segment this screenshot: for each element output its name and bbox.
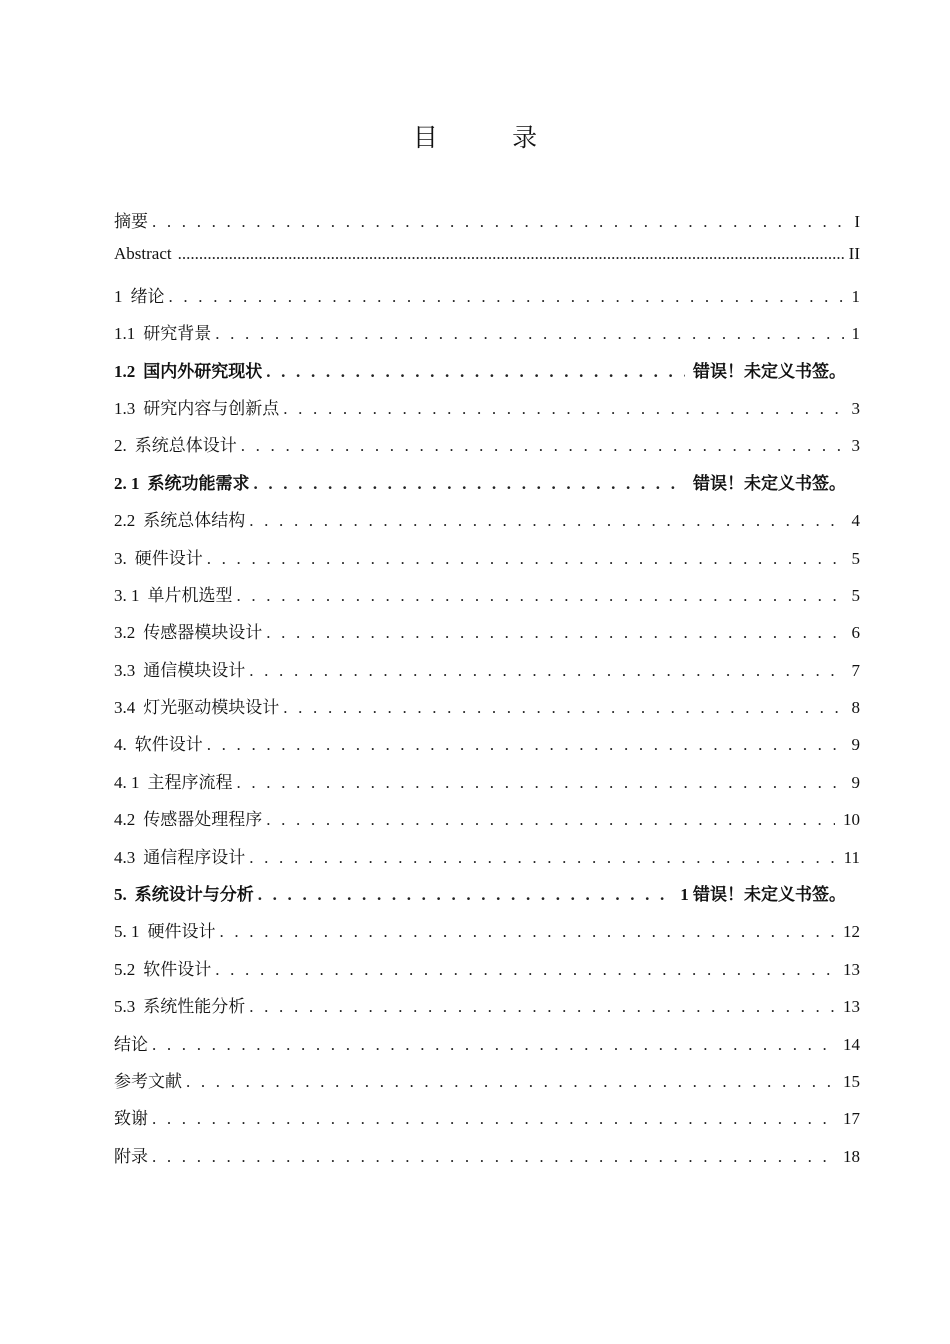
toc-entry-page: 8: [851, 698, 860, 718]
toc-entry-label: 1.3 研究内容与创新点: [114, 398, 280, 418]
toc-entry-label: 2.2 系统总体结构: [114, 511, 246, 531]
toc-entry[interactable]: [114, 319, 860, 356]
toc-entry-page: 13: [843, 959, 860, 979]
toc-entry-page: 14: [843, 1034, 860, 1054]
toc-leader-dots: [237, 586, 844, 606]
toc-entry[interactable]: [114, 880, 860, 917]
toc-entry[interactable]: [114, 282, 860, 319]
toc-leader-dots: [241, 436, 844, 456]
toc-leader-dots: [152, 212, 846, 232]
toc-entry-page: 6: [851, 623, 860, 643]
toc-entry[interactable]: [114, 207, 860, 244]
toc-entry-label: 致谢: [114, 1109, 148, 1129]
toc-entry-number: 4.2: [114, 810, 136, 830]
toc-entry[interactable]: [114, 693, 860, 730]
toc-entry-number: 3.2: [114, 623, 136, 643]
toc-entry[interactable]: [114, 955, 860, 992]
toc-entry-label: 附录: [114, 1146, 148, 1166]
toc-entry-page: 错误！未定义书签。: [693, 473, 846, 493]
toc-entry-page: 1: [851, 324, 860, 344]
toc-entry-label: 1.2 国内外研究现状: [114, 361, 263, 381]
toc-leader-dots: [283, 399, 843, 419]
toc-entry[interactable]: [114, 618, 860, 655]
toc-entry-number: 4.: [114, 735, 127, 755]
toc-entry-page: 15: [843, 1071, 860, 1091]
toc-entry[interactable]: [114, 1104, 860, 1141]
toc-entry[interactable]: [114, 992, 860, 1029]
toc-entry-page: 13: [843, 997, 860, 1017]
toc-entry[interactable]: [114, 544, 860, 581]
toc-entry[interactable]: [114, 843, 860, 880]
table-of-contents: [114, 207, 860, 1179]
toc-entry-label: 3.2 传感器模块设计: [114, 623, 263, 643]
toc-entry-page: 3: [851, 398, 860, 418]
toc-entry-label: 4. 1 主程序流程: [114, 772, 233, 792]
toc-entry[interactable]: [114, 656, 860, 693]
toc-leader-dots: [237, 773, 844, 793]
toc-entry[interactable]: [114, 357, 860, 394]
toc-entry-page: I: [854, 212, 860, 231]
toc-entry-label: 5.2 软件设计: [114, 959, 212, 979]
toc-leader-dots: [215, 324, 843, 344]
toc-entry-number: 3.4: [114, 698, 136, 718]
toc-entry-label: 2. 1 系统功能需求: [114, 473, 250, 493]
toc-leader-dots: [152, 1035, 835, 1055]
toc-entry[interactable]: [114, 1067, 860, 1104]
toc-entry-number: 5.3: [114, 997, 136, 1017]
toc-entry-number: 1: [114, 286, 123, 306]
toc-leader-dots: [258, 885, 673, 905]
toc-entry[interactable]: [114, 1030, 860, 1067]
toc-leader-dots: [178, 244, 845, 264]
toc-entry-label: 摘要: [114, 212, 148, 231]
toc-entry-label: 结论: [114, 1034, 148, 1054]
toc-leader-dots: [266, 810, 835, 830]
toc-entry-page: 10: [843, 810, 860, 830]
toc-entry[interactable]: [114, 1142, 860, 1179]
toc-leader-dots: [207, 735, 844, 755]
toc-entry[interactable]: [114, 469, 860, 506]
toc-leader-dots: [266, 362, 685, 382]
toc-entry-page: II: [848, 244, 860, 264]
toc-entry-label: 3. 硬件设计: [114, 548, 203, 568]
toc-entry-page: 1 错误！未定义书签。: [680, 885, 846, 905]
toc-leader-dots: [186, 1072, 835, 1092]
toc-leader-dots: [152, 1147, 835, 1167]
toc-entry[interactable]: [114, 506, 860, 543]
toc-leader-dots: [220, 922, 836, 942]
toc-entry-label: 5.3 系统性能分析: [114, 997, 246, 1017]
toc-entry-number: 4.3: [114, 847, 136, 867]
toc-leader-dots: [249, 848, 835, 868]
toc-entry[interactable]: [114, 244, 860, 281]
toc-entry-page: 错误！未定义书签。: [693, 361, 846, 381]
toc-entry-label: 4.3 通信程序设计: [114, 847, 246, 867]
toc-entry-label: 1.1 研究背景: [114, 324, 212, 344]
toc-entry-number: 1.1: [114, 324, 136, 344]
toc-leader-dots: [254, 474, 686, 494]
toc-entry-page: 5: [851, 548, 860, 568]
toc-entry[interactable]: [114, 581, 860, 618]
toc-entry-page: 3: [851, 436, 860, 456]
toc-entry-number: 5. 1: [114, 922, 140, 942]
toc-entry-page: 9: [851, 772, 860, 792]
toc-leader-dots: [249, 661, 843, 681]
toc-entry[interactable]: [114, 730, 860, 767]
toc-leader-dots: [169, 287, 844, 307]
toc-entry[interactable]: [114, 917, 860, 954]
toc-entry-label: Abstract: [114, 244, 172, 264]
toc-leader-dots: [266, 623, 843, 643]
toc-entry-page: 11: [843, 847, 860, 867]
toc-entry-page: 4: [851, 511, 860, 531]
toc-entry-label: 3. 1 单片机选型: [114, 585, 233, 605]
toc-entry-number: 2.: [114, 436, 127, 456]
toc-entry-label: 参考文献: [114, 1071, 182, 1091]
toc-entry-number: 1.2: [114, 361, 136, 381]
toc-entry-label: 1 绪论: [114, 286, 165, 306]
toc-leader-dots: [215, 960, 835, 980]
toc-entry-number: 2. 1: [114, 473, 140, 493]
toc-entry-page: 12: [843, 922, 860, 942]
toc-entry-number: 3.3: [114, 660, 136, 680]
toc-entry[interactable]: [114, 768, 860, 805]
toc-leader-dots: [249, 997, 835, 1017]
toc-entry[interactable]: [114, 805, 860, 842]
toc-leader-dots: [283, 698, 843, 718]
toc-entry-page: 9: [851, 735, 860, 755]
toc-entry-label: 3.4 灯光驱动模块设计: [114, 698, 280, 718]
toc-entry-page: 17: [843, 1109, 860, 1129]
toc-entry-label: 5. 1 硬件设计: [114, 922, 216, 942]
toc-leader-dots: [249, 511, 843, 531]
toc-entry-number: 2.2: [114, 511, 136, 531]
toc-leader-dots: [152, 1109, 835, 1129]
toc-entry-number: 1.3: [114, 398, 136, 418]
toc-title: 目 录: [412, 125, 572, 152]
toc-entry[interactable]: [114, 431, 860, 468]
toc-entry-label: 3.3 通信模块设计: [114, 660, 246, 680]
toc-entry[interactable]: [114, 394, 860, 431]
toc-entry-label: 4. 软件设计: [114, 735, 203, 755]
toc-entry-page: 7: [851, 660, 860, 680]
toc-entry-number: 5.: [114, 885, 127, 905]
toc-entry-number: 3.: [114, 548, 127, 568]
toc-entry-number: 5.2: [114, 959, 136, 979]
toc-entry-label: 5. 系统设计与分析: [114, 885, 254, 905]
toc-entry-page: 5: [851, 585, 860, 605]
toc-entry-page: 1: [851, 286, 860, 306]
toc-entry-label: 4.2 传感器处理程序: [114, 810, 263, 830]
toc-entry-label: 2. 系统总体设计: [114, 436, 237, 456]
toc-entry-number: 3. 1: [114, 585, 140, 605]
toc-leader-dots: [207, 549, 844, 569]
toc-entry-number: 4. 1: [114, 772, 140, 792]
toc-entry-page: 18: [843, 1146, 860, 1166]
